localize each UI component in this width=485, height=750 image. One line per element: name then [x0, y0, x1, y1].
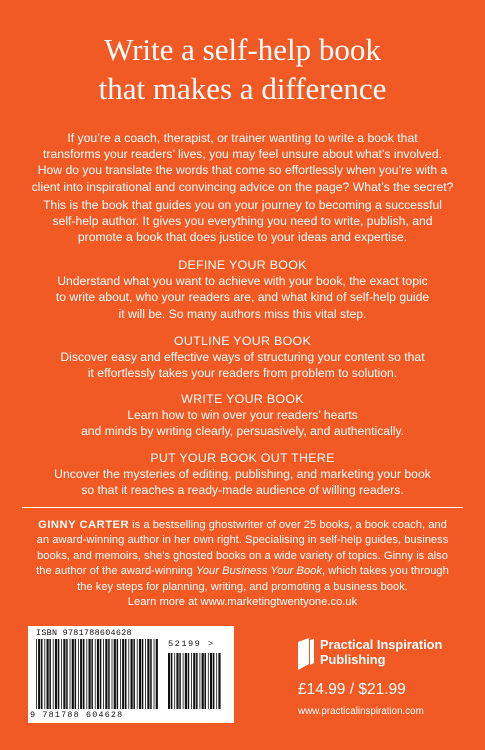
- section-title: WRITE YOUR BOOK: [181, 392, 304, 406]
- section-write: [22, 391, 463, 440]
- author-bio-line: an award-winning author in her own right. Specialising in self-help guides, business: [36, 534, 449, 547]
- intro-line: client into inspirational and convincing advice on the page? What’s the secret?: [31, 179, 454, 194]
- author-bio-text: , which takes you through: [322, 565, 449, 578]
- isbn-digits: 9 781788 604628: [30, 710, 124, 720]
- author-bio-line: the key steps for planning, writing, and promoting a business book.: [77, 580, 408, 593]
- book-title: Your Business Your Book: [195, 565, 322, 578]
- section-line: Uncover the mysteries of editing, publishing, and marketing your book: [54, 467, 431, 482]
- intro-line: If you’re a coach, therapist, or trainer wanting to write a book that: [67, 131, 418, 145]
- publisher-name: Practical Inspiration: [320, 637, 443, 652]
- price-code: 52199 >: [168, 639, 215, 649]
- barcode-bars: [36, 639, 158, 709]
- intro-line: How do you translate the words that come so effortlessly when you’re with a: [37, 163, 448, 178]
- intro-paragraph: [22, 130, 463, 195]
- section-define: [22, 257, 463, 322]
- section-line: it will be. So many authors miss this vital step.: [118, 306, 367, 321]
- pitch-line: promote a book that does justice to your ideas and expertise.: [77, 230, 408, 245]
- author-name: GINNY CARTER: [38, 519, 130, 531]
- divider: [22, 507, 463, 508]
- pitch-line: self-help author. It gives you everything you need to write, publish, and: [52, 214, 433, 229]
- book-logo-icon: [298, 638, 314, 670]
- author-bio-line: books, and memoirs, she’s ghosted books on a wide variety of topics. Ginny is also: [37, 549, 448, 562]
- section-line: Discover easy and effective ways of structuring your content so that: [60, 350, 425, 365]
- section-title: DEFINE YOUR BOOK: [178, 258, 307, 272]
- author-bio-line: is a bestselling ghostwriter of over 25 books, a book coach, and: [129, 519, 447, 531]
- author-website: Learn more at www.marketingtwentyone.co.uk: [127, 596, 358, 609]
- section-title: OUTLINE YOUR BOOK: [173, 334, 312, 348]
- headline: [0, 30, 485, 108]
- publisher-name-2: Publishing: [320, 651, 386, 667]
- author-bio-text: the author of the award-winning: [36, 565, 196, 578]
- author-bio: [22, 518, 463, 610]
- section-publish: [22, 450, 463, 499]
- headline-line-1: Write a self-help book: [104, 32, 381, 67]
- section-line: to write about, who your readers are, and what kind of self-help guide: [55, 290, 430, 305]
- isbn-barcode: [28, 626, 234, 723]
- publisher-url: www.practicalinspiration.com: [298, 706, 424, 717]
- pitch-paragraph: [22, 197, 463, 246]
- price: £14.99 / $21.99: [298, 681, 406, 698]
- section-line: and minds by writing clearly, persuasively, and authentically.: [80, 424, 405, 439]
- pitch-line: This is the book that guides you on your journey to becoming a successful: [42, 198, 443, 212]
- barcode-addon-bars: [168, 653, 222, 709]
- headline-line-2: that makes a difference: [98, 71, 387, 106]
- section-outline: [22, 333, 463, 382]
- section-line: so that it reaches a ready-made audience of willing readers.: [81, 483, 404, 498]
- section-line: Understand what you want to achieve with your book, the exact topic: [57, 274, 428, 289]
- section-title: PUT YOUR BOOK OUT THERE: [150, 451, 335, 465]
- isbn-label: ISBN 9781788604628: [36, 628, 132, 638]
- section-line: Learn how to win over your readers’ hearts: [127, 408, 358, 423]
- intro-line: transforms your readers’ lives, you may feel unsure about what’s involved.: [43, 147, 442, 162]
- section-line: it effortlessly takes your readers from problem to solution.: [87, 366, 398, 381]
- publisher-logo: [298, 636, 458, 676]
